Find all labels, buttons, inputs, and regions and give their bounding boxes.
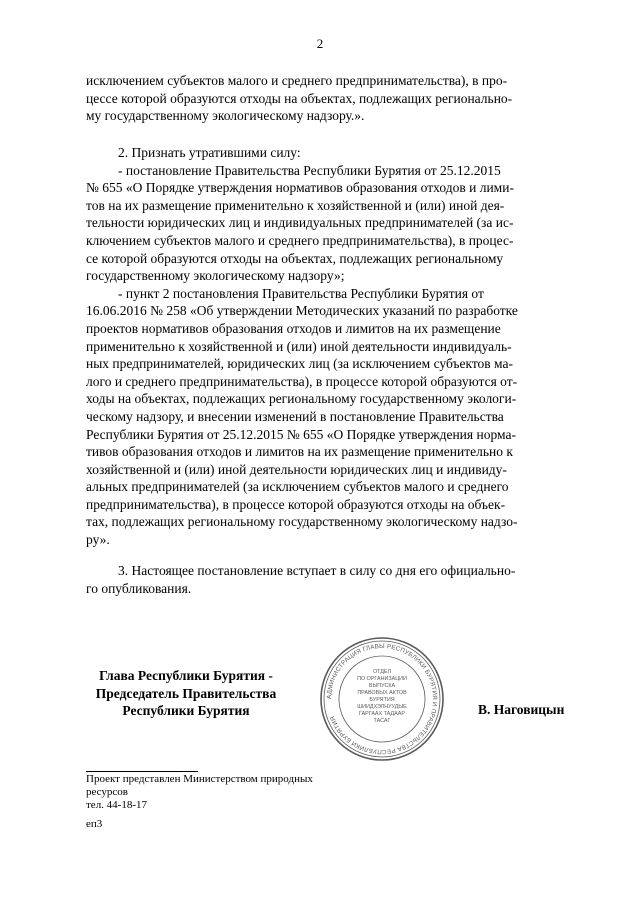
text-line: ру».: [86, 532, 110, 548]
text-line: го опубликования.: [86, 580, 192, 596]
stamp-text-line: ТАСАГ: [373, 718, 391, 724]
document-code: еп3: [86, 818, 103, 830]
text-line: 3. Настоящее постановление вступает в силу со дня его официально-: [118, 563, 516, 578]
text-line: тах, подлежащих региональному государственному экологическому надзо-: [86, 514, 518, 530]
footer-line: Проект представлен Министерством природных: [86, 773, 313, 785]
signatory-title-line: Председатель Правительства: [95, 685, 277, 701]
text-line: хозяйственной и (или) иной деятельности юридических лиц и индивиду-: [86, 461, 507, 477]
continuation-paragraph: [86, 72, 572, 125]
stamp-text-line: ПРАВОВЫХ АКТОВ: [357, 690, 407, 696]
signatory-title-line: Республики Бурятия: [122, 703, 250, 718]
stamp-text-line: БУРЯТИЯ: [369, 697, 395, 703]
text-line: се которой образуются отходы на объектах, подлежащих региональному: [86, 250, 504, 266]
text-line: тов на их размещение применительно к хозяйственной и (или) иной дея-: [86, 197, 505, 213]
stamp-text-line: ВЫПУСКА: [368, 683, 396, 689]
item-3-paragraph: [86, 562, 572, 597]
page-number: 2: [316, 36, 324, 51]
text-line: ческому надзору, и внесении изменений в постановление Правительства: [86, 408, 504, 424]
stamp-text-line: ГАРГААХ ТАДААР: [359, 711, 405, 717]
text-line: цессе которой образуются отходы на объектах, подлежащих регионально-: [86, 90, 513, 106]
stamp-text-line: ШИИДХЭЛНУУДЫЕ: [357, 704, 407, 710]
text-line: - пункт 2 постановления Правительства Республики Бурятия от: [118, 285, 484, 301]
text-line: предпринимательства), в процессе которой образуются отходы на объек-: [86, 496, 506, 512]
footer-line: тел. 44-18-17: [86, 799, 148, 811]
text-line: - постановление Правительства Республики Бурятия от 25.12.2015: [118, 162, 501, 178]
footer-note: [86, 773, 386, 831]
text-line: лого и среднего предпринимательства), в процессе которой образуются от-: [86, 373, 518, 389]
text-line: применительно к хозяйственной и (или) иной деятельности индивидуаль-: [86, 338, 512, 354]
signatory-title: [86, 667, 286, 720]
stamp-ring-text: АДМИНИСТРАЦИЯ ГЛАВЫ РЕСПУБЛИКИ БУРЯТИЯ И ПРАВИТЕЛЬСТВА РЕСПУБЛИКИ БУРЯТИЯ: [325, 642, 439, 756]
text-line: ных предпринимателей, юридических лиц (за исключением субъектов ма-: [86, 356, 513, 372]
footer-divider: [86, 771, 198, 772]
signatory-name: В. Наговицын: [478, 702, 565, 717]
text-line: исключением субъектов малого и среднего предпринимательства), в про-: [86, 73, 508, 88]
text-line: ключением субъектов малого и среднего предпринимательства), в процес-: [86, 232, 514, 248]
footer-line: ресурсов: [86, 786, 128, 798]
text-line: Республики Бурятия от 25.12.2015 № 655 «О Порядке утверждения норма-: [86, 426, 516, 442]
item-2-paragraph: [86, 144, 572, 549]
text-line: проектов нормативов образования отходов и лимитов на их размещение: [86, 320, 501, 336]
text-line: 16.06.2016 № 258 «Об утверждении Методических указаний по разработке: [86, 303, 518, 319]
text-line: ходы на объектах, подлежащих региональному государственному экологи-: [86, 391, 517, 407]
text-line: альных предпринимателей (за исключением субъектов малого и среднего: [86, 479, 509, 495]
text-line: му государственному экологическому надзору.».: [86, 108, 365, 124]
text-line: государственному экологическому надзору»;: [86, 268, 345, 284]
official-stamp: [318, 635, 446, 763]
text-line: тивов образования отходов и лимитов на их размещение применительно к: [86, 444, 513, 460]
stamp-text-line: ПО ОРГАНИЗАЦИИ: [357, 676, 407, 682]
stamp-text-line: ОТДЕЛ: [372, 669, 392, 675]
signatory-title-line: Глава Республики Бурятия -: [99, 668, 273, 683]
text-line: № 655 «О Порядке утверждения нормативов образования отходов и лими-: [86, 180, 514, 196]
text-line: тельности юридических лиц и индивидуальных предпринимателей (за ис-: [86, 215, 514, 231]
item-2-heading: 2. Признать утратившими силу:: [118, 145, 301, 160]
